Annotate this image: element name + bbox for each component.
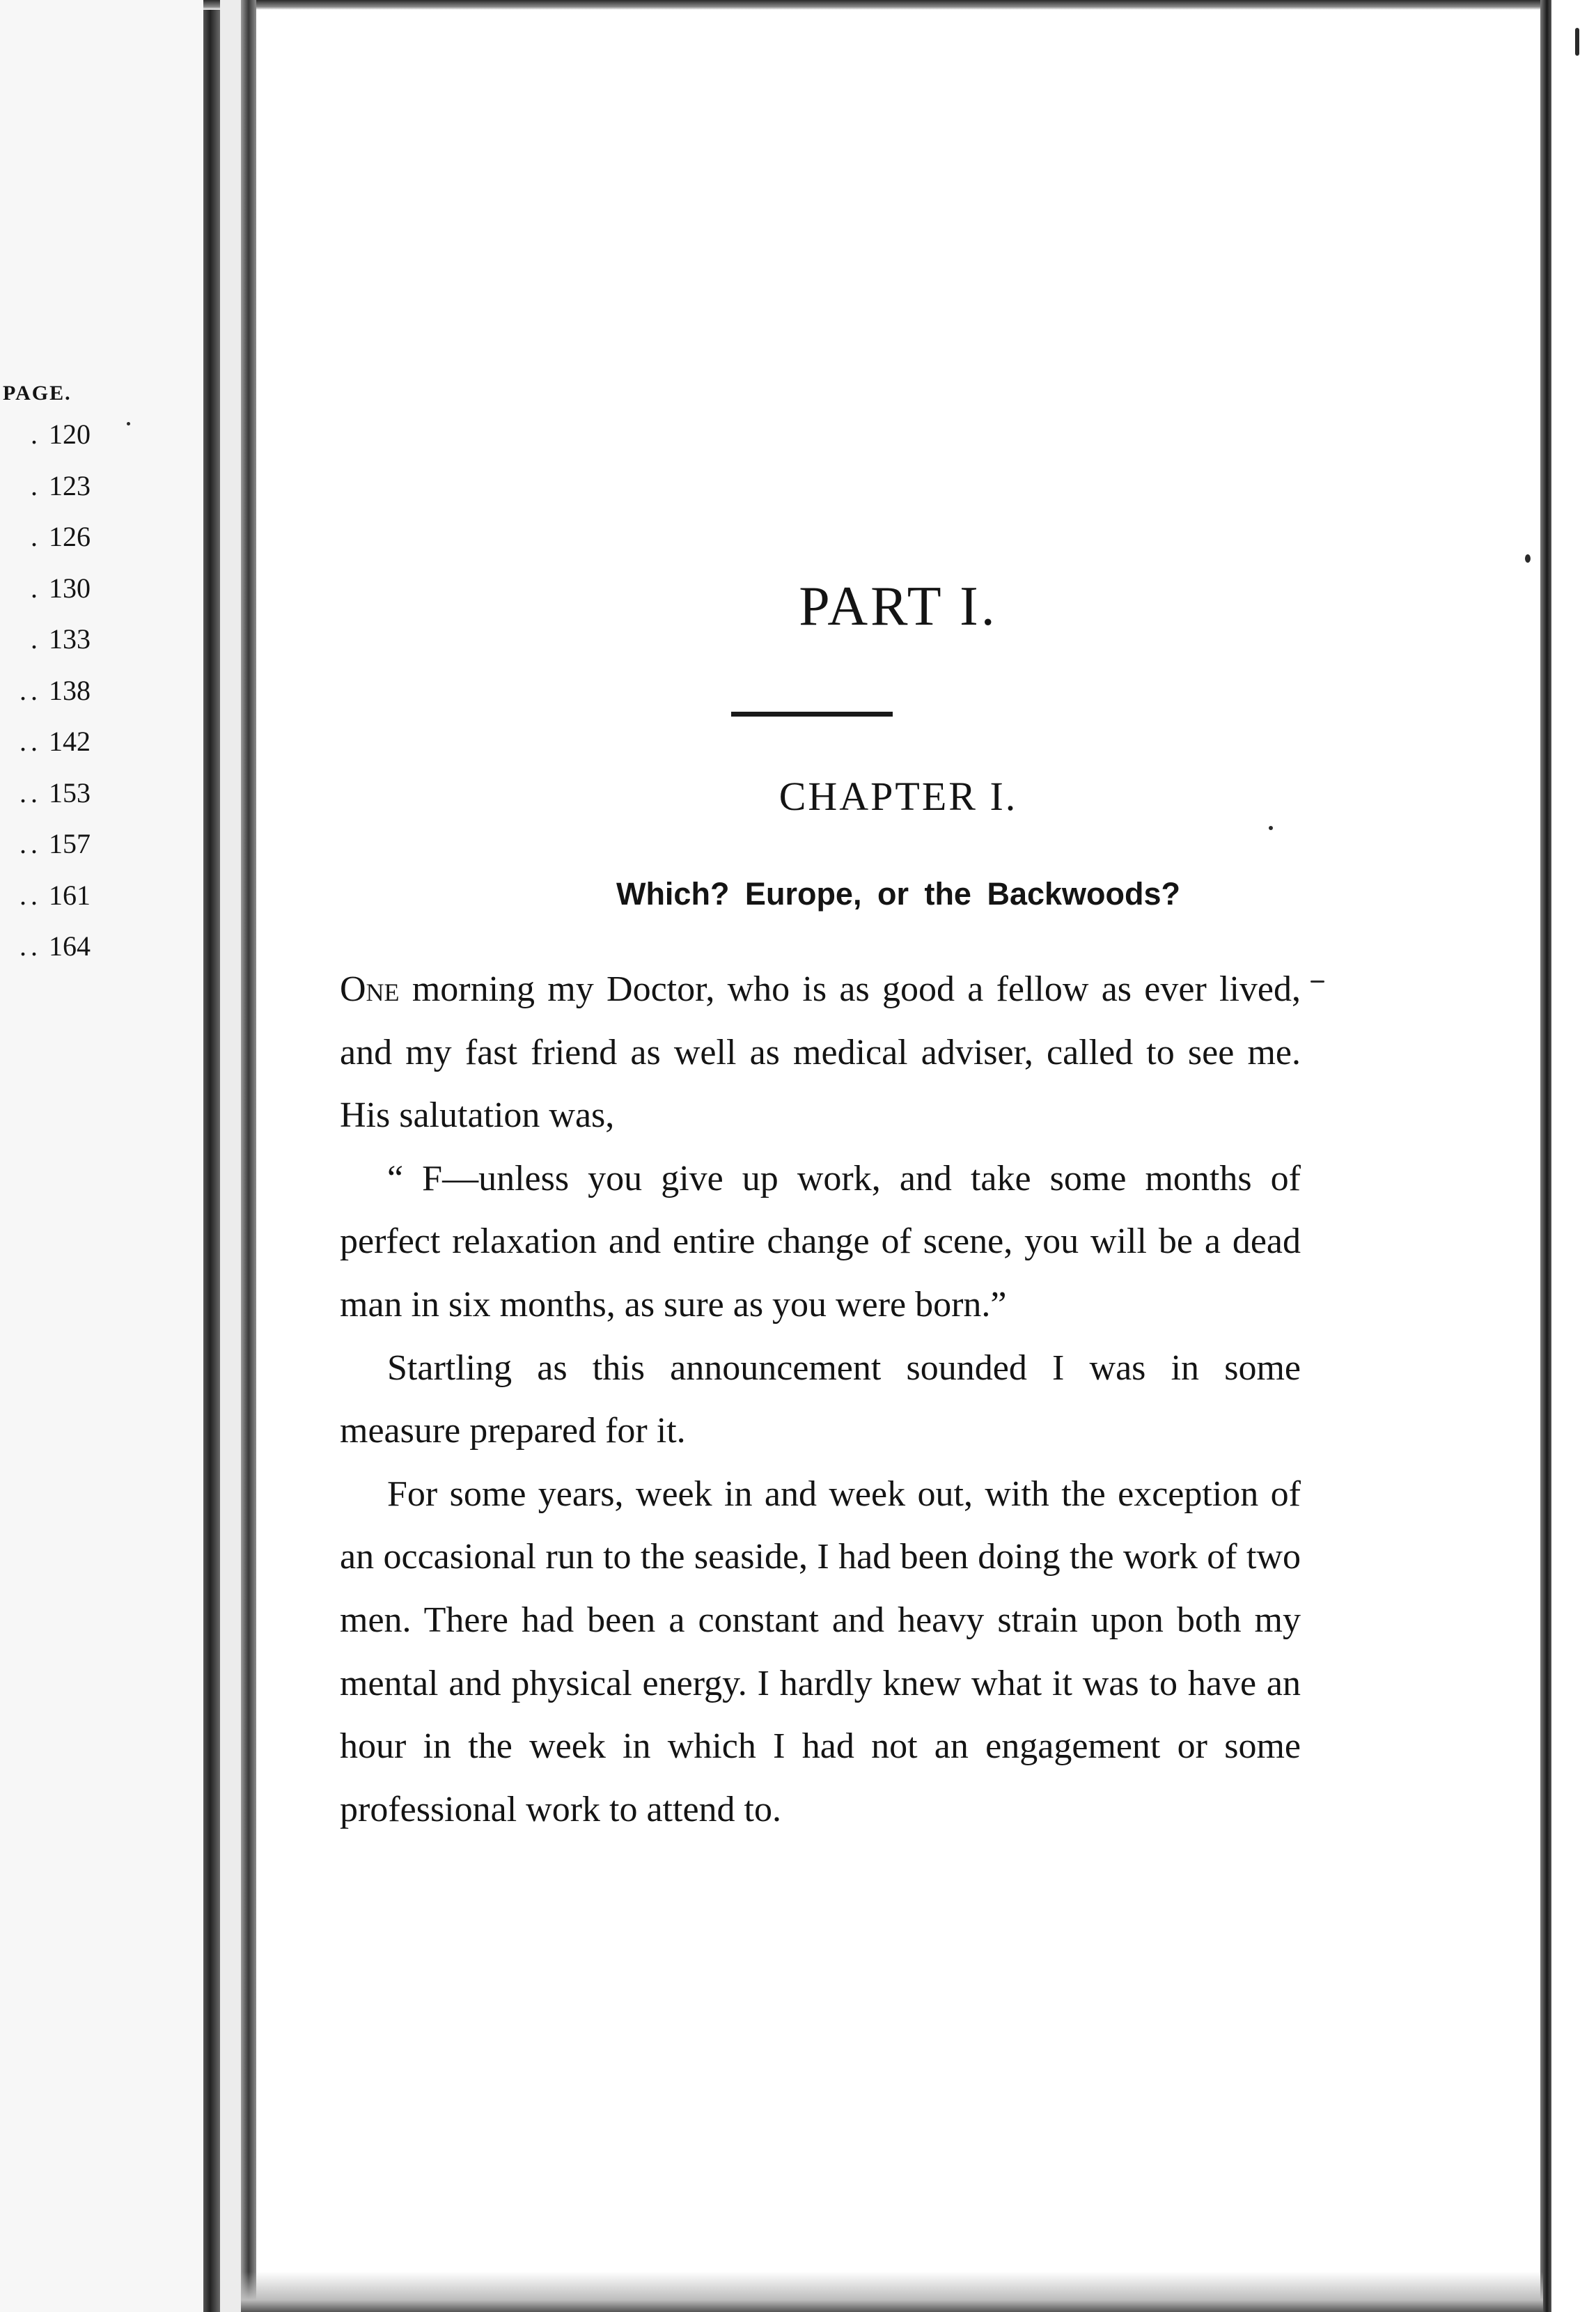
toc-leader-dots: .. (19, 930, 42, 962)
chapter-title: CHAPTER I. (779, 774, 1018, 819)
toc-page-number: 153 (49, 776, 91, 809)
book-page (256, 10, 1540, 2272)
scan-speck (1269, 826, 1273, 830)
toc-entry (0, 674, 91, 726)
page-edge-line (241, 0, 256, 2312)
toc-page-numbers (0, 418, 91, 981)
chapter-subtitle: Which? Europe, or the Backwoods? (616, 876, 1181, 912)
toc-page-number: 157 (49, 828, 91, 859)
toc-page-number: 126 (49, 521, 91, 552)
toc-leader-dots: .. (19, 726, 42, 757)
scan-margin (1551, 0, 1596, 2312)
toc-page-number: 142 (49, 726, 91, 757)
toc-leader-dots: . (31, 623, 42, 655)
toc-leader-dots: . (31, 469, 42, 501)
toc-leader-dots: . (31, 419, 42, 450)
toc-entry (0, 469, 91, 521)
scan-speck (127, 422, 130, 425)
scan-speck (1525, 554, 1531, 563)
drop-lead-word: One (340, 969, 400, 1009)
body-text (340, 958, 1301, 1841)
paragraph (340, 958, 1301, 1148)
toc-entry (0, 879, 91, 930)
toc-leader-dots: . (31, 521, 42, 552)
scan-speck (1311, 981, 1324, 983)
top-scan-shadow (203, 0, 1540, 10)
toc-page-number: 120 (49, 419, 91, 450)
gutter (220, 0, 241, 2312)
toc-entry (0, 827, 91, 879)
toc-leader-dots: .. (19, 674, 42, 706)
bottom-scan-shadow (241, 2272, 1543, 2312)
previous-page-edge (0, 0, 203, 2312)
toc-page-number: 161 (49, 879, 91, 911)
toc-leader-dots: . (31, 572, 42, 604)
scan-speck (1575, 28, 1579, 56)
toc-leader-dots: .. (19, 879, 42, 911)
toc-page-header: PAGE. (3, 382, 72, 405)
toc-entry (0, 623, 91, 674)
paragraph-text: morning my Doctor, who is as good a fellow as ever lived, and my fast friend as well as medical adviser, called to see me. His salutation was, (340, 969, 1301, 1136)
toc-page-number: 130 (49, 572, 91, 604)
book-spine (203, 10, 220, 2312)
right-page-edge (1540, 0, 1551, 2312)
toc-leader-dots: .. (19, 776, 42, 809)
paragraph: “ F—unless you give up work, and take some months of perfect relaxation and entire change of scene, you will be a dead man in six months, as sure as you were born.” (340, 1158, 1301, 1325)
toc-entry (0, 776, 91, 828)
toc-page-number: 138 (49, 674, 91, 706)
toc-entry (0, 418, 91, 469)
toc-leader-dots: .. (19, 828, 42, 859)
part-title: PART I. (799, 576, 998, 637)
toc-entry (0, 520, 91, 572)
toc-page-number: 123 (49, 469, 91, 501)
toc-page-number: 164 (49, 930, 91, 962)
toc-page-number: 133 (49, 623, 91, 655)
title-divider (731, 712, 893, 717)
toc-entry (0, 930, 91, 981)
paragraph: Startling as this announcement sounded I was in some measure prepared for it. (340, 1348, 1301, 1451)
paragraph: For some years, week in and week out, with the exception of an occasional run to the seaside, I had been doing the work of two men. There had been a constant and heavy strain upon both my mental and physical energy. I hardly knew what it was to have an hour in the week in which I had not an engagement or some professional work to attend to. (340, 1474, 1301, 1829)
toc-entry (0, 572, 91, 623)
toc-entry (0, 725, 91, 776)
